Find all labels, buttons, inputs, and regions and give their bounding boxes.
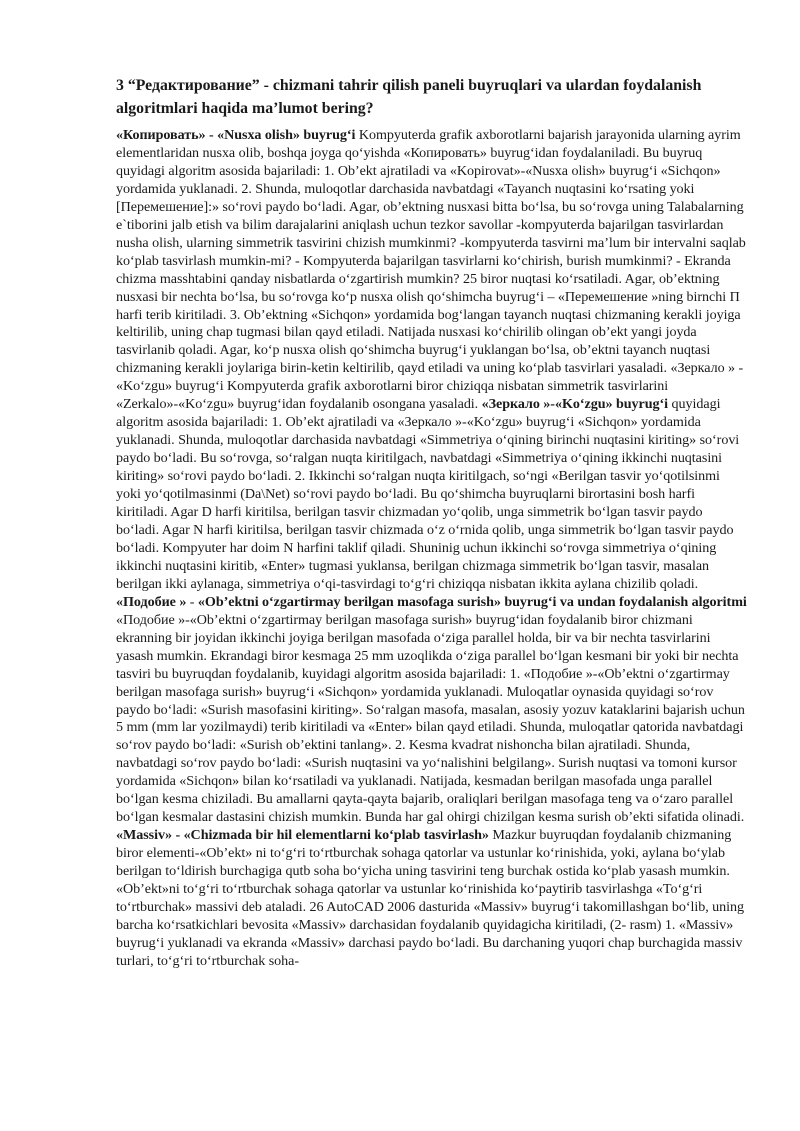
term-massiv-heading: «Massiv» - «Chizmada bir hil elementlarni ko‘plab tasvirlash»	[116, 827, 489, 844]
term-kopirovat-heading: «Копировать» - «Nusxa olish» buyrug‘i	[116, 127, 356, 143]
text-run: «Подобие »-«Ob’ektni o‘zgartirmay berilgan masofaga surish» buyrug‘idan foydalanib biror chizmani ekranning bir joyidan ikkinchi joyiga berilgan masofada o‘ziga parallel holda, bir va bir nechta tasvirlarini yasash mumkin. Ekrandagi biror kesmaga 25 mm uzoqlikda o‘ziga parallel bo‘lgan kesmani bir yoki bir nechta tasviri bu buyruqdan foydalanib, kuyidagi algoritm asosida bajariladi: 1. «Подобие »-«Ob’ektni o‘zgartirmay berilgan masofaga surish» buyrug‘i «Sichqon» yordamida yuklanadi. Muloqatlar oynasida quyidagi so‘rov paydo bo‘ladi: «Surish masofasini kiriting». So‘ralgan masofa, masalan, asosiy yozuv kataklarini bajarish uchun 5 mm (mm lar yozilmaydi) terib kiritiladi va «Enter» bilan qayd etiladi. Shunda, muloqatlar qatorida navbatdagi so‘rov paydo bo‘ladi: «Surish ob’ektini tanlang». 2. Kesma kvadrat nishoncha bilan ajratiladi. Shunda, navbatdagi so‘rov paydo bo‘ladi: «Surish nuqtasini va yo‘nalishini belgilang». Surish nuqtasi va tomoni kursor yordamida «Sichqon» bilan ko‘rsatiladi va yuklanadi. Natijada, kesmadan berilgan masofada unga parallel bo‘lgan kesma chiziladi. Bu amallarni qayta-qayta bajarib, oraliqlari berilgan masofaga teng va o‘zaro parallel bo‘lgan kesmalar dastasini chizish mumkin. Bunda har gal ohirgi chizilgan kesma surish ob’ekti sifatida olinadi.	[116, 611, 745, 826]
term-zerkalo-heading: «Зеркало »-«Ko‘zgu» buyrug‘i	[481, 396, 669, 413]
text-run: -	[186, 593, 198, 610]
text-run: Kompyuterda grafik axborotlarni bajarish jarayonida ularning ayrim elementlaridan nusxa olib, boshqa joyga qo‘yishda «Копировать» buyrug‘idan foydalaniladi. Bu buyruq quyidagi algoritm asosida bajariladi: 1. Ob’ekt ajratiladi va «Kopirovat»-«Nusxa olish» buyrug‘i «Sichqon» yordamida yuklanadi. 2. Shunda, muloqotlar darchasida navbatdagi «Tayanch nuqtasini ko‘rsating yoki [Перемешение]:» so‘rovi paydo bo‘ladi. Agar, ob’ektning nusxasi bitta bo‘lsa, bu so‘rovga uning Talabalarning e`tiborini jalb etish va bilim darajalarini aniqlash uchun tezkor savollar -kompyuterda bajarilgan tasvirlardan nusha olish, ularning simmetrik tasvirini chizish mumkinmi? -kompyuterda tasvirni ma’lum bir intervalni saqlab ko‘plab tasvirlash mumkin-mi? - Kompyuterda bajarilgan tasvirlarni ko‘chirish, burish mumkinmi? - Ekranda chizma masshtabini qanday nisbatlarda o‘zgartirish mumkin? 25 biror nuqtasi ko‘rsatiladi. Agar, ob’ektning nusxasi bir nechta bo‘lsa, bu so‘rovga ko‘p nusxa olish qo‘shimcha buyrug‘i – «Перемешение »ning birnchi П harfi terib kiritiladi. 3. Ob’ektning «Sichqon» yordamida bog‘langan tayanch nuqtasi chizmaning kerakli joyiga keltirilib, uning chap tugmasi bilan qayd etiladi. Natijada nusxasi ko‘chirilib olingan ob’ekt yangi joyda tasvirlanib qoladi. Agar, ko‘p nusxa olish qo‘shimcha buyrug‘i yuklangan bo‘lsa, ob’ektni tayanch nuqtasi chizmaning kerakli joylariga birin-ketin keltirilib, qayd etiladi va uning ko‘plab tasvirlari yasaladi. «Зеркало » - «Ko‘zgu» buyrug‘i Kompyuterda grafik axborotlarni biror chiziqqa nisbatan simmetrik tasvirlarini «Zerkalo»-«Ko‘zgu» buyrug‘idan foydalanib osongana yasaladi.	[116, 127, 746, 413]
text-run: quyidagi algoritm asosida bajariladi: 1. Ob’ekt ajratiladi va «Зеркало »-«Ko‘zgu» buyrug‘i «Sichqon» yordamida yuklanadi. Shunda, muloqotlar darchasida navbatdagi «Simmetriya o‘qining birinchi nuqtasini kiriting» so‘rovi paydo bo‘ladi. Bu so‘rovga, so‘ralgan nuqta kiritilgach, navbatdagi «Simmetriya o‘qining ikkinchi nuqtasini kiriting» so‘rovi paydo bo‘ladi. 2. Ikkinchi so‘ralgan nuqta kiritilgach, so‘ngi «Berilgan tasvir yo‘qotilsinmi yoki yo‘qotilmasinmi (Da\Net) so‘rovi paydo bo‘ladi. Bu qo‘shimcha buyruqlarni birortasini bosh harfi kiritiladi. Agar D harfi kiritilsa, berilgan tasvir chizmadan yo‘qolib, unga simmetrik bo‘lgan tasvir paydo bo‘ladi. Agar N harfi kiritilsa, berilgan tasvir chizmada o‘z o‘rnida qolib, unga simmetrik bo‘lgan tasvir paydo bo‘ladi. Kompyuter har doim N harfini taklif qiladi. Shuninig uchun ikkinchi so‘rovga simmetriya o‘qining ikkinchi nuqtasini kiritib, «Enter» tugmasi yuklansa, berilgan chizmaga simmetrik bo‘lgan tasvir, masalan berilgan ikki aylanaga, simmetriya o‘qi-tasvirdagi to‘g‘ri chiziqqa nisbatan ikkita aylana chizilib qoladi.	[116, 396, 740, 592]
answer-body	[116, 127, 748, 971]
text-run: Mazkur buyruqdan foydalanib chizmaning biror elementi-«Ob’ekt» ni to‘g‘ri to‘rtburchak sohaga qatorlar va ustunlar ko‘rinishida, yoki, aylana bo‘ylab berilgan to‘ldirish burchagiga qutb soha bo‘yicha uning tasvirini teng burchak ostida ko‘plab yasash mumkin. «Ob’ekt»ni to‘g‘ri to‘rtburchak sohaga qatorlar va ustunlar ko‘rinishida ko‘paytirib tasvirlashga «To‘g‘ri to‘rtburchak» massivi deb ataladi. 26 AutoCAD 2006 dasturida «Massiv» buyrug‘i takomillashgan bo‘lib, uning barcha ko‘rsatkichlari bevosita «Massiv» darchasidan foydalanib quyidagicha kiritiladi, (2- rasm) 1. «Massiv» buyrug‘i yuklanadi va ekranda «Massiv» darchasi paydo bo‘ladi. Bu darchaning yuqori chap burchagida massiv turlari, to‘g‘ri to‘rtburchak soha-	[116, 827, 744, 969]
term-podobie: «Подобие »	[116, 593, 187, 610]
term-podobie-heading: «Ob’ektni o‘zgartirmay berilgan masofaga surish» buyrug‘i va undan foydalanish algoritmi	[197, 593, 747, 610]
question-heading: 3 “Редактирование” - chizmani tahrir qilish paneli buyruqlari va ulardan foydalanish algoritmlari haqida ma’lumot bering?	[116, 77, 702, 117]
